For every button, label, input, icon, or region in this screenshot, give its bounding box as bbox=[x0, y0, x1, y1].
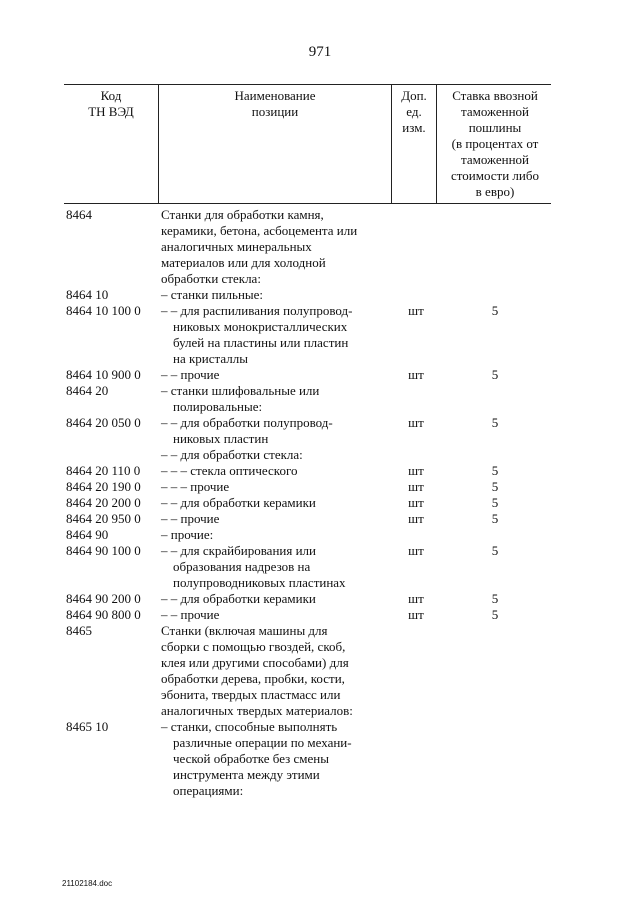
position-name-line: обработки стекла: bbox=[161, 271, 261, 286]
unit-cell: шт bbox=[408, 543, 424, 558]
header-rate-line: Ставка ввозной bbox=[452, 88, 538, 103]
position-name bbox=[161, 207, 391, 287]
position-name-line: – – для обработки керамики bbox=[161, 495, 316, 510]
hs-code: 8464 20 200 0 bbox=[66, 495, 141, 510]
position-name-line: аналогичных твердых материалов: bbox=[161, 703, 353, 718]
unit-cell: шт bbox=[408, 303, 424, 318]
unit-cell: шт bbox=[408, 479, 424, 494]
position-name bbox=[161, 719, 391, 799]
position-name bbox=[161, 415, 391, 447]
position-name-line: материалов или для холодной bbox=[161, 255, 326, 270]
position-name-line: – – для обработки полупровод- bbox=[161, 415, 333, 430]
position-name-line: – – для распиливания полупровод- bbox=[161, 303, 353, 318]
position-name-line: – – для обработки стекла: bbox=[161, 447, 303, 462]
table-header-rule bbox=[64, 203, 551, 204]
hs-code: 8464 90 200 0 bbox=[66, 591, 141, 606]
hs-code: 8464 90 100 0 bbox=[66, 543, 141, 558]
hs-code: 8464 90 bbox=[66, 527, 109, 542]
duty-rate-cell: 5 bbox=[491, 511, 499, 526]
header-name bbox=[159, 88, 391, 120]
unit-cell: шт bbox=[408, 367, 424, 382]
position-name bbox=[161, 527, 391, 543]
position-name bbox=[161, 287, 391, 303]
table-top-rule bbox=[64, 84, 551, 85]
position-name bbox=[161, 463, 391, 479]
position-name-line: сборки с помощью гвоздей, скоб, bbox=[161, 639, 346, 654]
duty-rate-cell: 5 bbox=[491, 463, 499, 478]
header-name-line: позиции bbox=[251, 104, 299, 119]
position-name bbox=[161, 367, 391, 383]
page-number: 971 bbox=[308, 44, 332, 60]
position-name-line: – станки шлифовальные или bbox=[161, 383, 320, 398]
hs-code: 8465 10 bbox=[66, 719, 109, 734]
position-name-line: Станки (включая машины для bbox=[161, 623, 328, 638]
header-code-line: Код bbox=[100, 88, 122, 103]
hs-code: 8464 10 100 0 bbox=[66, 303, 141, 318]
header-unit bbox=[392, 88, 436, 136]
header-rate-line: (в процентах от bbox=[451, 136, 539, 151]
position-name-line: полупроводниковых пластинах bbox=[173, 575, 346, 590]
position-name-line: – – прочие bbox=[161, 607, 220, 622]
position-name-line: различные операции по механи- bbox=[173, 735, 352, 750]
position-name-line: булей на пластины или пластин bbox=[173, 335, 349, 350]
hs-code: 8464 bbox=[66, 207, 92, 222]
position-name bbox=[161, 607, 391, 623]
document-filename: 21102184.doc bbox=[62, 879, 113, 888]
unit-cell: шт bbox=[408, 511, 424, 526]
position-name-line: аналогичных минеральных bbox=[161, 239, 312, 254]
position-name bbox=[161, 495, 391, 511]
position-name-line: керамики, бетона, асбоцемента или bbox=[161, 223, 358, 238]
header-unit-line: Доп. bbox=[401, 88, 427, 103]
header-rate-line: пошлины bbox=[468, 120, 522, 135]
position-name bbox=[161, 591, 391, 607]
header-rate bbox=[437, 88, 553, 200]
duty-rate-cell: 5 bbox=[491, 303, 499, 318]
position-name-line: – прочие: bbox=[161, 527, 214, 542]
hs-code: 8464 20 050 0 bbox=[66, 415, 141, 430]
duty-rate-cell: 5 bbox=[491, 607, 499, 622]
duty-rate-cell: 5 bbox=[491, 415, 499, 430]
duty-rate-cell: 5 bbox=[491, 543, 499, 558]
position-name-line: операциями: bbox=[173, 783, 244, 798]
hs-code: 8464 20 110 0 bbox=[66, 463, 141, 478]
hs-code: 8464 20 190 0 bbox=[66, 479, 141, 494]
position-name bbox=[161, 623, 391, 719]
position-name-line: ческой обработке без смены bbox=[173, 751, 329, 766]
position-name-line: никовых пластин bbox=[173, 431, 269, 446]
position-name-line: – – для скрайбирования или bbox=[161, 543, 316, 558]
position-name-line: – – – стекла оптического bbox=[161, 463, 298, 478]
position-name-line: образования надрезов на bbox=[173, 559, 311, 574]
hs-code: 8464 10 900 0 bbox=[66, 367, 141, 382]
hs-code: 8464 20 bbox=[66, 383, 109, 398]
position-name-line: инструмента между этими bbox=[173, 767, 320, 782]
position-name-line: – – для обработки керамики bbox=[161, 591, 316, 606]
duty-rate-cell: 5 bbox=[491, 367, 499, 382]
unit-cell: шт bbox=[408, 415, 424, 430]
hs-code: 8464 20 950 0 bbox=[66, 511, 141, 526]
header-unit-line: изм. bbox=[402, 120, 426, 135]
position-name-line: – – – прочие bbox=[161, 479, 230, 494]
header-code bbox=[64, 88, 158, 120]
position-name bbox=[161, 383, 391, 415]
header-rate-line: стоимости либо bbox=[450, 168, 539, 183]
duty-rate-cell: 5 bbox=[491, 495, 499, 510]
position-name-line: никовых монокристаллических bbox=[173, 319, 348, 334]
position-name-line: – станки пильные: bbox=[161, 287, 264, 302]
position-name-line: полировальные: bbox=[173, 399, 263, 414]
header-rate-line: таможенной bbox=[461, 152, 529, 167]
position-name-line: клея или другими способами) для bbox=[161, 655, 349, 670]
position-name-line: обработки дерева, пробки, кости, bbox=[161, 671, 345, 686]
unit-cell: шт bbox=[408, 463, 424, 478]
header-rate-line: таможенной bbox=[461, 104, 529, 119]
unit-cell: шт bbox=[408, 495, 424, 510]
header-rate-line: в евро) bbox=[475, 184, 515, 199]
position-name bbox=[161, 511, 391, 527]
position-name bbox=[161, 303, 391, 367]
position-name-line: Станки для обработки камня, bbox=[161, 207, 324, 222]
header-unit-line: ед. bbox=[406, 104, 422, 119]
hs-code: 8464 90 800 0 bbox=[66, 607, 141, 622]
position-name-line: – – прочие bbox=[161, 511, 220, 526]
hs-code: 8465 bbox=[66, 623, 92, 638]
position-name-line: – станки, способные выполнять bbox=[161, 719, 338, 734]
hs-code: 8464 10 bbox=[66, 287, 109, 302]
position-name-line: на кристаллы bbox=[173, 351, 248, 366]
header-name-line: Наименование bbox=[234, 88, 316, 103]
position-name-line: – – прочие bbox=[161, 367, 220, 382]
position-name bbox=[161, 543, 391, 591]
unit-cell: шт bbox=[408, 607, 424, 622]
unit-cell: шт bbox=[408, 591, 424, 606]
duty-rate-cell: 5 bbox=[491, 591, 499, 606]
header-code-line: ТН ВЭД bbox=[88, 104, 134, 119]
duty-rate-cell: 5 bbox=[491, 479, 499, 494]
position-name-line: эбонита, твердых пластмасс или bbox=[161, 687, 341, 702]
position-name bbox=[161, 479, 391, 495]
position-name bbox=[161, 447, 391, 463]
